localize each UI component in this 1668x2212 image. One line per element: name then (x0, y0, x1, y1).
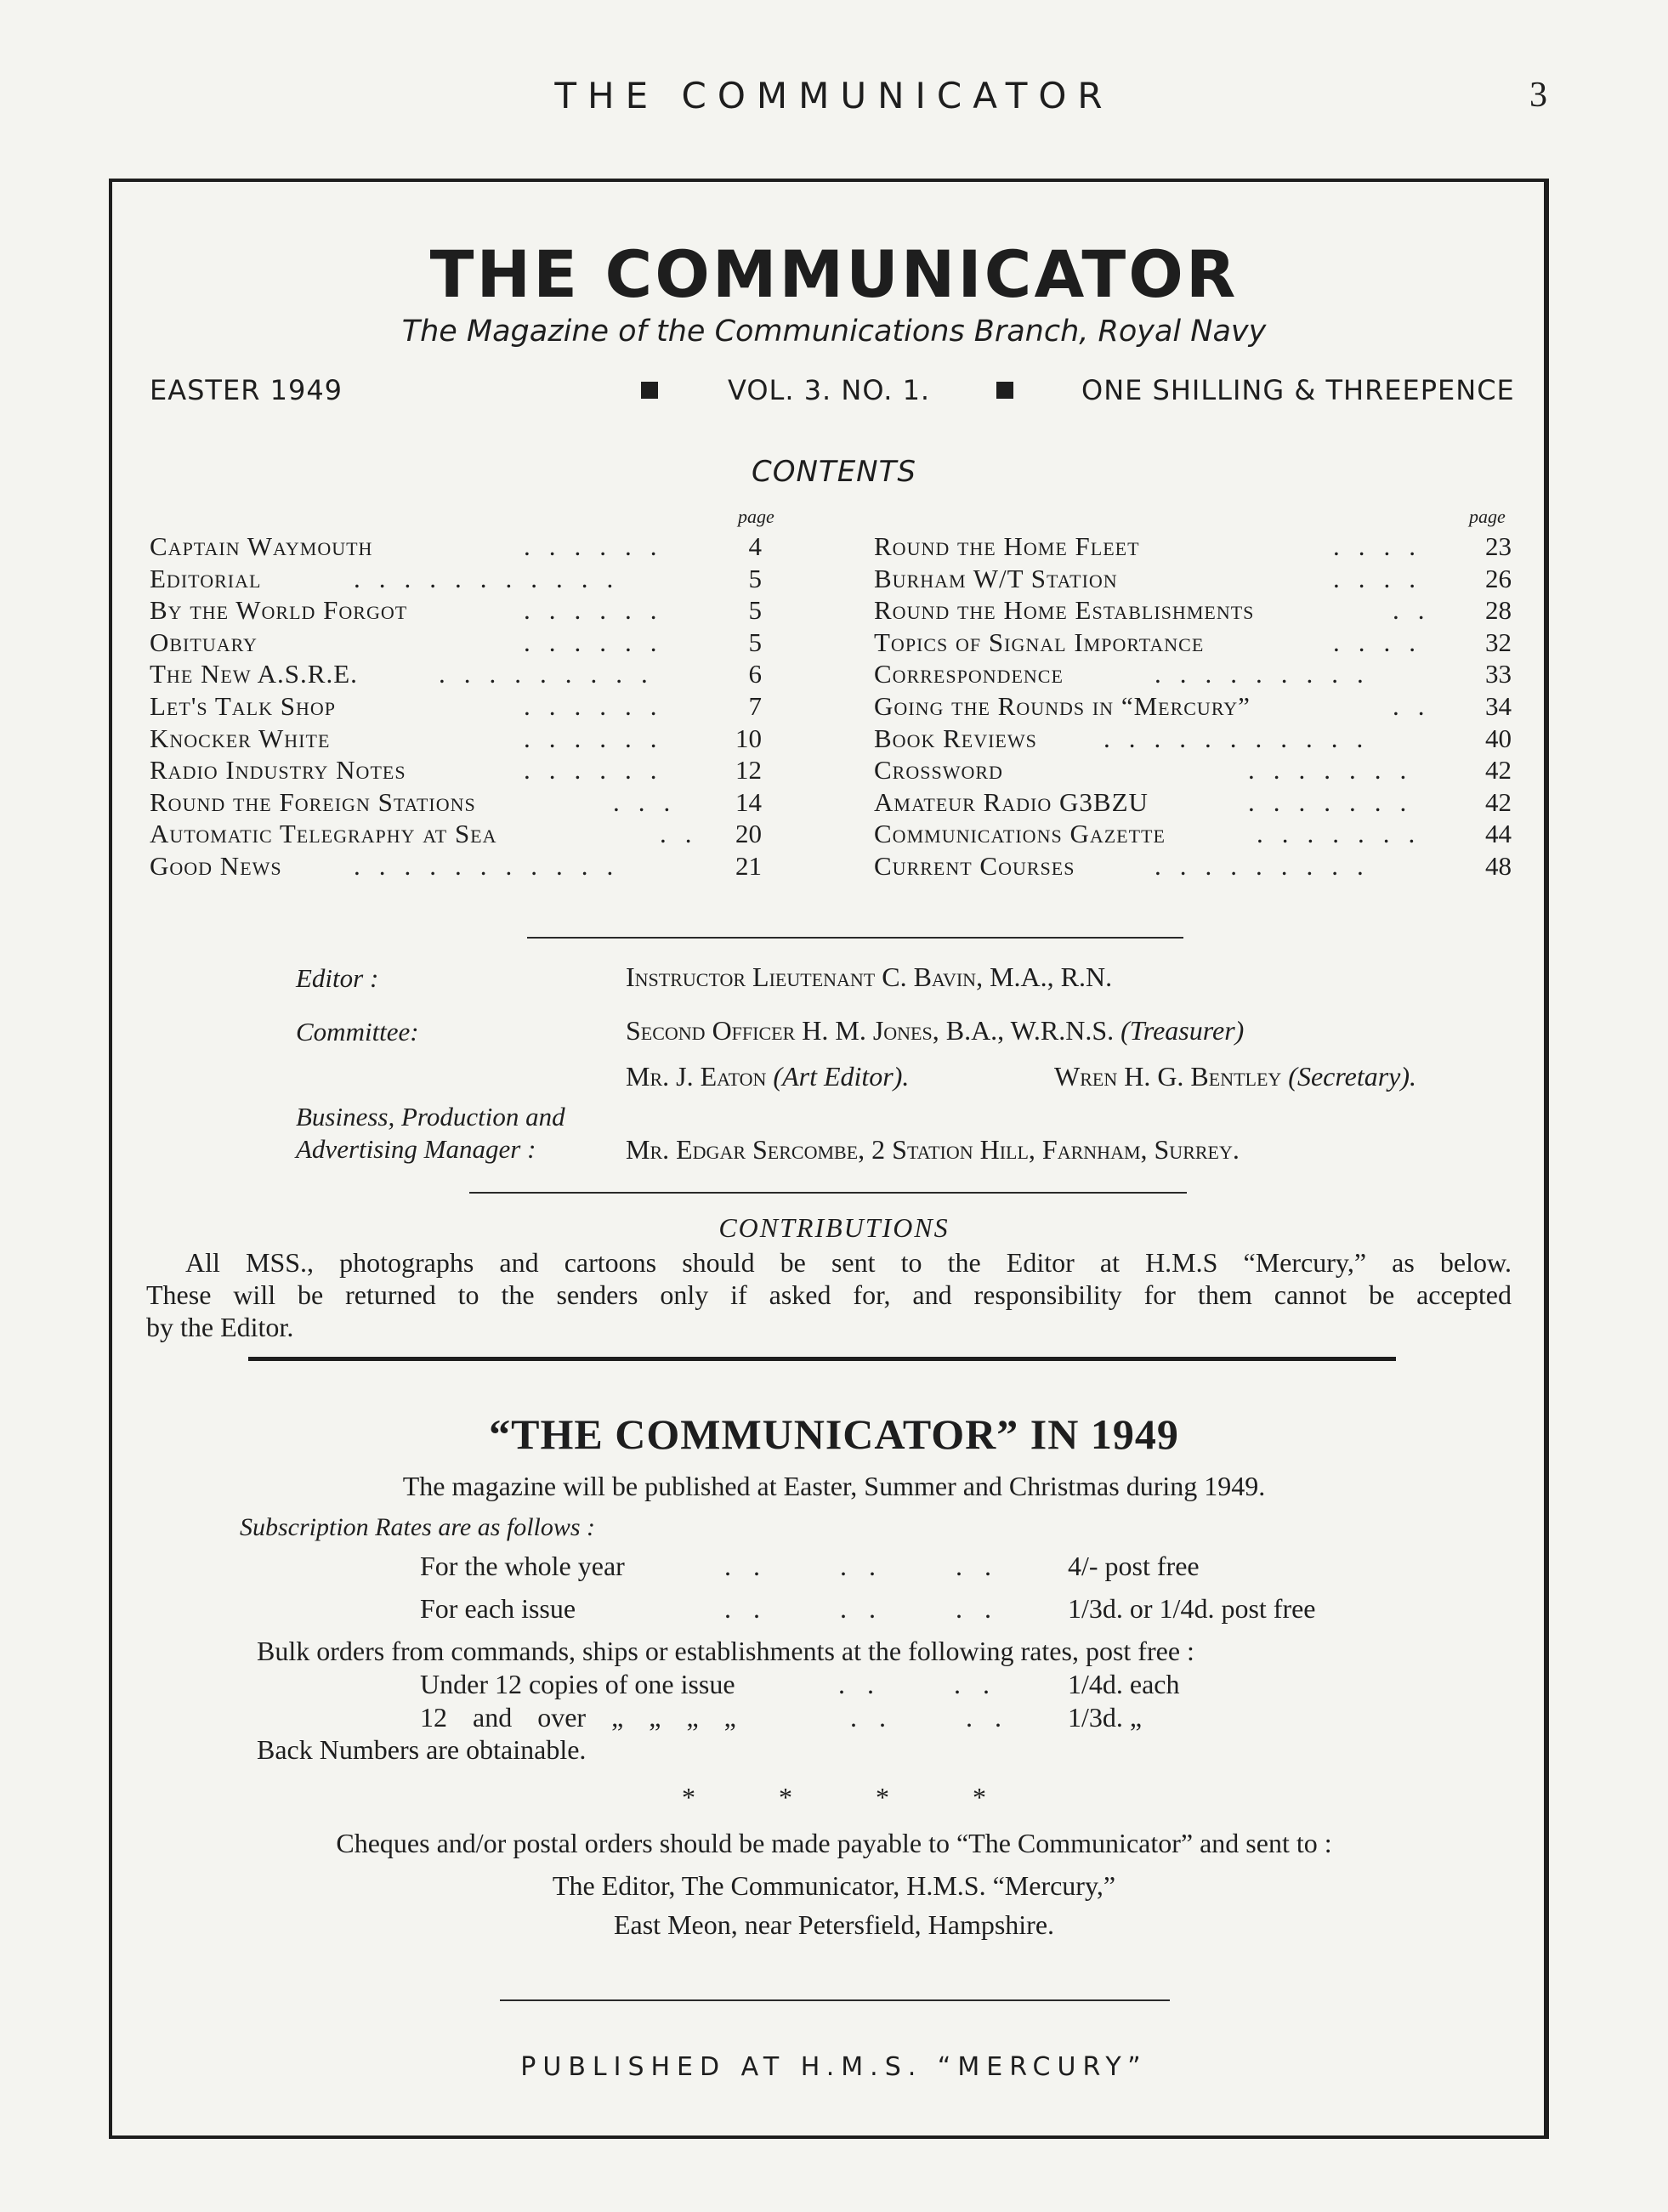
entry-page: 34 (1485, 690, 1512, 721)
leader-dots: ........... (1103, 723, 1382, 753)
leader-dots: ... (613, 786, 689, 817)
rates-label: Subscription Rates are as follows : (240, 1513, 596, 1541)
contents-entry (874, 723, 1512, 756)
entry-page: 26 (1485, 563, 1512, 593)
contents-entry (150, 531, 787, 564)
leader-dots: ......... (1155, 850, 1382, 881)
contents-entry (874, 787, 1512, 820)
issue-date: EASTER 1949 (150, 374, 343, 406)
entry-page: 33 (1485, 659, 1512, 689)
back-numbers-note: Back Numbers are obtainable. (257, 1734, 587, 1765)
entry-page: 12 (735, 755, 762, 786)
address-line: The Editor, The Communicator, H.M.S. “Mercury,” (552, 1870, 1116, 1901)
address-line: East Meon, near Petersfield, Hampshire. (613, 1909, 1055, 1940)
entry-title: Crossword (874, 755, 1003, 786)
member-role: (Treasurer) (1121, 1015, 1245, 1046)
contents-entry (150, 691, 787, 723)
heavy-divider (248, 1357, 1396, 1361)
publication-schedule: The magazine will be published at Easter, Summer and Christmas during 1949. (402, 1471, 1266, 1501)
entry-title: Captain Waymouth (150, 531, 373, 561)
leader-dots: ...... (524, 627, 676, 657)
contents-entry (150, 851, 787, 883)
contents-entry (150, 723, 787, 756)
page-number: 3 (1529, 76, 1547, 115)
manager-label: Advertising Manager : (296, 1134, 536, 1164)
leader-dots: ...... (524, 595, 676, 626)
square-bullet-icon (996, 382, 1013, 399)
divider (527, 937, 1183, 939)
member-role: (Secretary). (1288, 1061, 1417, 1092)
contents-entry (150, 595, 787, 627)
rate-value: 1/3d. or 1/4d. post free (1068, 1593, 1316, 1624)
contributions-heading: CONTRIBUTIONS (718, 1212, 950, 1243)
entry-page: 10 (735, 723, 762, 753)
leader-dots: .. .. .. (724, 1593, 1013, 1624)
publisher-line: PUBLISHED AT H.M.S. “MERCURY” (520, 2052, 1148, 2082)
masthead-subtitle: The Magazine of the Communications Branch, Royal Navy (401, 315, 1267, 349)
bulk-rate-label: Under 12 copies of one issue (420, 1669, 735, 1699)
masthead-title: THE COMMUNICATOR (429, 236, 1239, 312)
committee-member (1054, 1061, 1416, 1092)
bulk-rate-label: 12 and over „ „ „ „ (420, 1702, 736, 1733)
leader-dots: .. (1393, 690, 1444, 721)
divider (500, 1999, 1170, 2001)
page-column-label: page (1469, 506, 1506, 527)
rate-label: For the whole year (420, 1551, 625, 1581)
asterism: * * * * (682, 1782, 986, 1812)
entry-page: 6 (748, 659, 762, 689)
member-role: (Art Editor). (773, 1061, 910, 1092)
entry-title: Round the Home Fleet (874, 531, 1140, 561)
contributions-line: by the Editor. (146, 1312, 294, 1342)
entry-title: Round the Home Establishments (874, 595, 1255, 626)
entry-title: Editorial (150, 563, 262, 593)
entry-page: 4 (748, 531, 762, 561)
entry-title: Obituary (150, 627, 258, 657)
entry-title: Automatic Telegraphy at Sea (150, 819, 497, 849)
leader-dots: .... (1333, 531, 1434, 561)
contents-entry (874, 851, 1512, 883)
member-name: Second Officer H. M. Jones, B.A., W.R.N.S. (626, 1015, 1115, 1046)
manager-label: Business, Production and (296, 1102, 565, 1132)
cheques-instruction: Cheques and/or postal orders should be made payable to “The Communicator” and sent to : (336, 1828, 1332, 1858)
entry-page: 32 (1485, 627, 1512, 657)
entry-page: 21 (735, 850, 762, 881)
running-head (0, 75, 1668, 119)
entry-title: Let's Talk Shop (150, 690, 336, 721)
contents-entry (150, 627, 787, 660)
rate-value: 4/- post free (1068, 1551, 1200, 1581)
entry-title: Topics of Signal Importance (874, 627, 1205, 657)
entry-page: 42 (1485, 786, 1512, 817)
entry-title: By the World Forgot (150, 595, 408, 626)
contents-entry (874, 755, 1512, 787)
entry-title: Correspondence (874, 659, 1064, 689)
contents-heading: CONTENTS (752, 455, 916, 489)
entry-page: 42 (1485, 755, 1512, 786)
subscription-title: “THE COMMUNICATOR” IN 1949 (489, 1410, 1179, 1458)
entry-title: Current Courses (874, 850, 1075, 881)
leader-dots: .. (1393, 595, 1444, 626)
running-title: THE COMMUNICATOR (554, 75, 1114, 116)
contents-entry (874, 627, 1512, 660)
member-name: Wren H. G. Bentley (1054, 1061, 1282, 1092)
committee-label: Committee: (296, 1017, 419, 1046)
entry-page: 48 (1485, 850, 1512, 881)
issue-price: ONE SHILLING & THREEPENCE (1081, 374, 1515, 406)
entry-title: Good News (150, 850, 282, 881)
entry-title: Amateur Radio G3BZU (874, 786, 1149, 817)
entry-title: Round the Foreign Stations (150, 786, 476, 817)
leader-dots: .... (1333, 563, 1434, 593)
entry-title: Going the Rounds in “Mercury” (874, 690, 1251, 721)
bulk-orders-intro: Bulk orders from commands, ships or establishments at the following rates, post free : (257, 1636, 1194, 1666)
contents-entry (874, 531, 1512, 564)
contents-entry (150, 819, 787, 851)
entry-title: The New A.S.R.E. (150, 659, 358, 689)
entry-title: Burham W/T Station (874, 563, 1118, 593)
leader-dots: .... (1333, 627, 1434, 657)
entry-page: 44 (1485, 819, 1512, 849)
page-column-label: page (738, 506, 774, 527)
entry-title: Book Reviews (874, 723, 1037, 753)
entry-title: Radio Industry Notes (150, 755, 406, 786)
contributions-text (146, 1246, 1512, 1343)
leader-dots: .. .. .. (724, 1551, 1013, 1581)
leader-dots: ......... (439, 659, 667, 689)
leader-dots: ...... (524, 723, 676, 753)
contents-list-right (874, 531, 1512, 883)
entry-page: 20 (735, 819, 762, 849)
square-bullet-icon (641, 382, 658, 399)
contributions-line: All MSS., photographs and cartoons should be sent to the Editor at H.M.S “Mercury,” as below. (185, 1247, 1512, 1278)
volume-number: VOL. 3. NO. 1. (728, 374, 931, 406)
contents-entry (150, 755, 787, 787)
entry-page: 5 (748, 627, 762, 657)
leader-dots: .. .. (838, 1669, 1012, 1699)
leader-dots: ........... (354, 850, 633, 881)
leader-dots: ...... (524, 690, 676, 721)
editor-label: Editor : (296, 963, 379, 993)
contents-entry (150, 659, 787, 691)
committee-member (626, 1061, 909, 1092)
contents-entry (874, 564, 1512, 596)
leader-dots: ...... (524, 755, 676, 786)
entry-page: 5 (748, 595, 762, 626)
leader-dots: ....... (1248, 786, 1426, 817)
contents-entry (874, 595, 1512, 627)
divider (469, 1192, 1187, 1194)
entry-page: 5 (748, 563, 762, 593)
manager-name: Mr. Edgar Sercombe, 2 Station Hill, Farnham, Surrey. (626, 1134, 1240, 1165)
leader-dots: ......... (1155, 659, 1382, 689)
committee-member (626, 1015, 1244, 1046)
contents-entry (150, 564, 787, 596)
contents-entry (874, 691, 1512, 723)
leader-dots: .. .. (850, 1702, 1024, 1733)
contents-entry (874, 659, 1512, 691)
entry-title: Knocker White (150, 723, 331, 753)
entry-title: Communications Gazette (874, 819, 1166, 849)
bulk-rate-value: 1/3d. „ (1068, 1702, 1143, 1733)
leader-dots: ....... (1248, 755, 1426, 786)
leader-dots: ...... (524, 531, 676, 561)
contents-entry (874, 819, 1512, 851)
editor-name: Instructor Lieutenant C. Bavin, M.A., R.N. (626, 961, 1113, 992)
entry-page: 14 (735, 786, 762, 817)
rate-label: For each issue (420, 1593, 576, 1624)
leader-dots: .. (660, 819, 711, 849)
leader-dots: ........... (354, 563, 633, 593)
contents-list-left (150, 531, 787, 883)
entry-page: 28 (1485, 595, 1512, 626)
member-name: Mr. J. Eaton (626, 1061, 767, 1092)
leader-dots: ....... (1257, 819, 1434, 849)
contents-entry (150, 787, 787, 820)
bulk-rate-value: 1/4d. each (1068, 1669, 1180, 1699)
entry-page: 23 (1485, 531, 1512, 561)
entry-page: 7 (748, 690, 762, 721)
contributions-line: These will be returned to the senders only if asked for, and responsibility for them cannot be accepted (146, 1279, 1512, 1310)
entry-page: 40 (1485, 723, 1512, 753)
